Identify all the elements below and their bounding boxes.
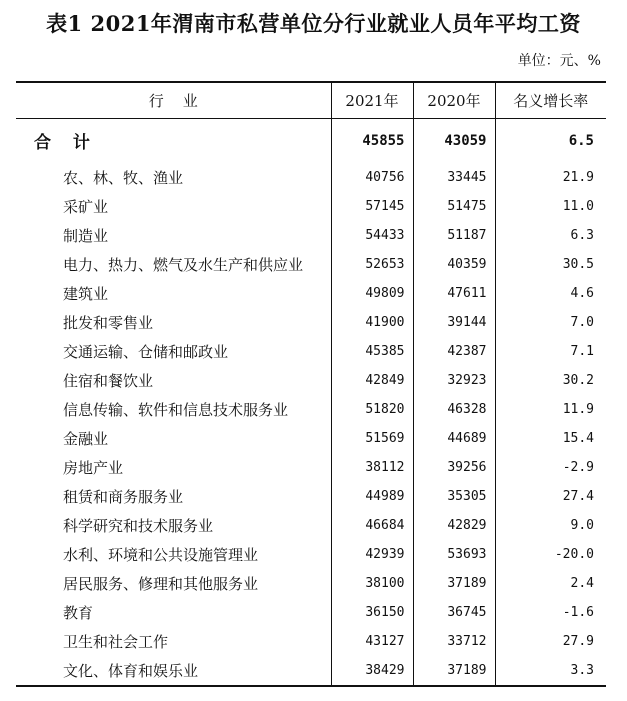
value-2020: 33445 bbox=[413, 163, 495, 192]
growth-rate: -2.9 bbox=[495, 453, 606, 482]
value-2020: 33712 bbox=[413, 627, 495, 656]
value-2020: 32923 bbox=[413, 366, 495, 395]
table-row bbox=[16, 308, 606, 337]
value-2021: 42939 bbox=[331, 540, 413, 569]
total-row bbox=[16, 118, 606, 163]
growth-rate: 21.9 bbox=[495, 163, 606, 192]
growth-rate: 7.1 bbox=[495, 337, 606, 366]
table-row bbox=[16, 656, 606, 686]
industry-name: 科学研究和技术服务业 bbox=[63, 516, 214, 535]
table-row bbox=[16, 337, 606, 366]
growth-rate: -20.0 bbox=[495, 540, 606, 569]
growth-rate: 27.9 bbox=[495, 627, 606, 656]
value-2021: 40756 bbox=[331, 163, 413, 192]
table-row bbox=[16, 540, 606, 569]
growth-rate: 4.6 bbox=[495, 279, 606, 308]
header-row bbox=[16, 82, 606, 118]
value-2020: 42829 bbox=[413, 511, 495, 540]
value-2020: 36745 bbox=[413, 598, 495, 627]
industry-name: 采矿业 bbox=[63, 197, 109, 216]
value-2020: 44689 bbox=[413, 424, 495, 453]
table-row bbox=[16, 192, 606, 221]
value-2021: 36150 bbox=[331, 598, 413, 627]
value-2020: 35305 bbox=[413, 482, 495, 511]
growth-rate: 30.2 bbox=[495, 366, 606, 395]
header-2020: 2020年 bbox=[413, 82, 495, 118]
wage-table bbox=[16, 81, 606, 687]
value-2021: 44989 bbox=[331, 482, 413, 511]
value-2021: 43127 bbox=[331, 627, 413, 656]
industry-name: 交通运输、仓储和邮政业 bbox=[63, 342, 229, 361]
table-row bbox=[16, 221, 606, 250]
table-row bbox=[16, 482, 606, 511]
value-2021: 46684 bbox=[331, 511, 413, 540]
growth-rate: 6.3 bbox=[495, 221, 606, 250]
industry-name: 金融业 bbox=[63, 429, 109, 448]
growth-rate: 3.3 bbox=[495, 656, 606, 686]
header-growth: 名义增长率 bbox=[495, 82, 606, 118]
value-2021: 57145 bbox=[331, 192, 413, 221]
industry-name: 租赁和商务服务业 bbox=[63, 487, 184, 506]
table-row bbox=[16, 250, 606, 279]
growth-rate: 2.4 bbox=[495, 569, 606, 598]
growth-rate: 7.0 bbox=[495, 308, 606, 337]
value-2020: 46328 bbox=[413, 395, 495, 424]
table-row bbox=[16, 163, 606, 192]
industry-name: 教育 bbox=[63, 603, 94, 622]
industry-name: 信息传输、软件和信息技术服务业 bbox=[63, 400, 289, 419]
value-2021: 38429 bbox=[331, 656, 413, 686]
table-title: 表1 2021年渭南市私营单位分行业就业人员年平均工资 bbox=[46, 11, 581, 36]
value-2020: 39256 bbox=[413, 453, 495, 482]
value-2021: 49809 bbox=[331, 279, 413, 308]
table-row bbox=[16, 627, 606, 656]
table-row bbox=[16, 279, 606, 308]
value-2021: 51820 bbox=[331, 395, 413, 424]
table-row bbox=[16, 453, 606, 482]
value-2021: 52653 bbox=[331, 250, 413, 279]
value-2020: 51475 bbox=[413, 192, 495, 221]
value-2021: 41900 bbox=[331, 308, 413, 337]
header-industry: 行 业 bbox=[16, 82, 331, 118]
value-2020: 37189 bbox=[413, 656, 495, 686]
industry-name: 水利、环境和公共设施管理业 bbox=[63, 545, 259, 564]
table-row bbox=[16, 598, 606, 627]
total-growth: 6.5 bbox=[495, 118, 606, 163]
industry-name: 农、林、牧、渔业 bbox=[63, 168, 184, 187]
total-2021: 45855 bbox=[331, 118, 413, 163]
industry-name: 制造业 bbox=[63, 226, 109, 245]
value-2020: 53693 bbox=[413, 540, 495, 569]
header-2021: 2021年 bbox=[331, 82, 413, 118]
value-2020: 47611 bbox=[413, 279, 495, 308]
industry-name: 电力、热力、燃气及水生产和供应业 bbox=[63, 255, 304, 274]
value-2020: 37189 bbox=[413, 569, 495, 598]
value-2021: 38112 bbox=[331, 453, 413, 482]
value-2021: 45385 bbox=[331, 337, 413, 366]
industry-name: 卫生和社会工作 bbox=[63, 632, 169, 651]
value-2021: 38100 bbox=[331, 569, 413, 598]
table-row bbox=[16, 424, 606, 453]
growth-rate: 11.9 bbox=[495, 395, 606, 424]
total-label: 合 计 bbox=[34, 133, 98, 153]
value-2020: 51187 bbox=[413, 221, 495, 250]
value-2020: 40359 bbox=[413, 250, 495, 279]
value-2021: 51569 bbox=[331, 424, 413, 453]
value-2021: 42849 bbox=[331, 366, 413, 395]
value-2020: 39144 bbox=[413, 308, 495, 337]
value-2021: 54433 bbox=[331, 221, 413, 250]
growth-rate: 9.0 bbox=[495, 511, 606, 540]
growth-rate: 27.4 bbox=[495, 482, 606, 511]
value-2020: 42387 bbox=[413, 337, 495, 366]
industry-name: 住宿和餐饮业 bbox=[63, 371, 154, 390]
growth-rate: -1.6 bbox=[495, 598, 606, 627]
table-row bbox=[16, 511, 606, 540]
table-row bbox=[16, 569, 606, 598]
industry-name: 房地产业 bbox=[63, 458, 124, 477]
growth-rate: 30.5 bbox=[495, 250, 606, 279]
total-2020: 43059 bbox=[413, 118, 495, 163]
growth-rate: 15.4 bbox=[495, 424, 606, 453]
table-row bbox=[16, 395, 606, 424]
table-row bbox=[16, 366, 606, 395]
industry-name: 建筑业 bbox=[63, 284, 109, 303]
unit-label: 单位：元、% bbox=[517, 53, 601, 69]
industry-name: 居民服务、修理和其他服务业 bbox=[63, 574, 259, 593]
industry-name: 文化、体育和娱乐业 bbox=[16, 656, 331, 686]
industry-name: 批发和零售业 bbox=[63, 313, 154, 332]
growth-rate: 11.0 bbox=[495, 192, 606, 221]
